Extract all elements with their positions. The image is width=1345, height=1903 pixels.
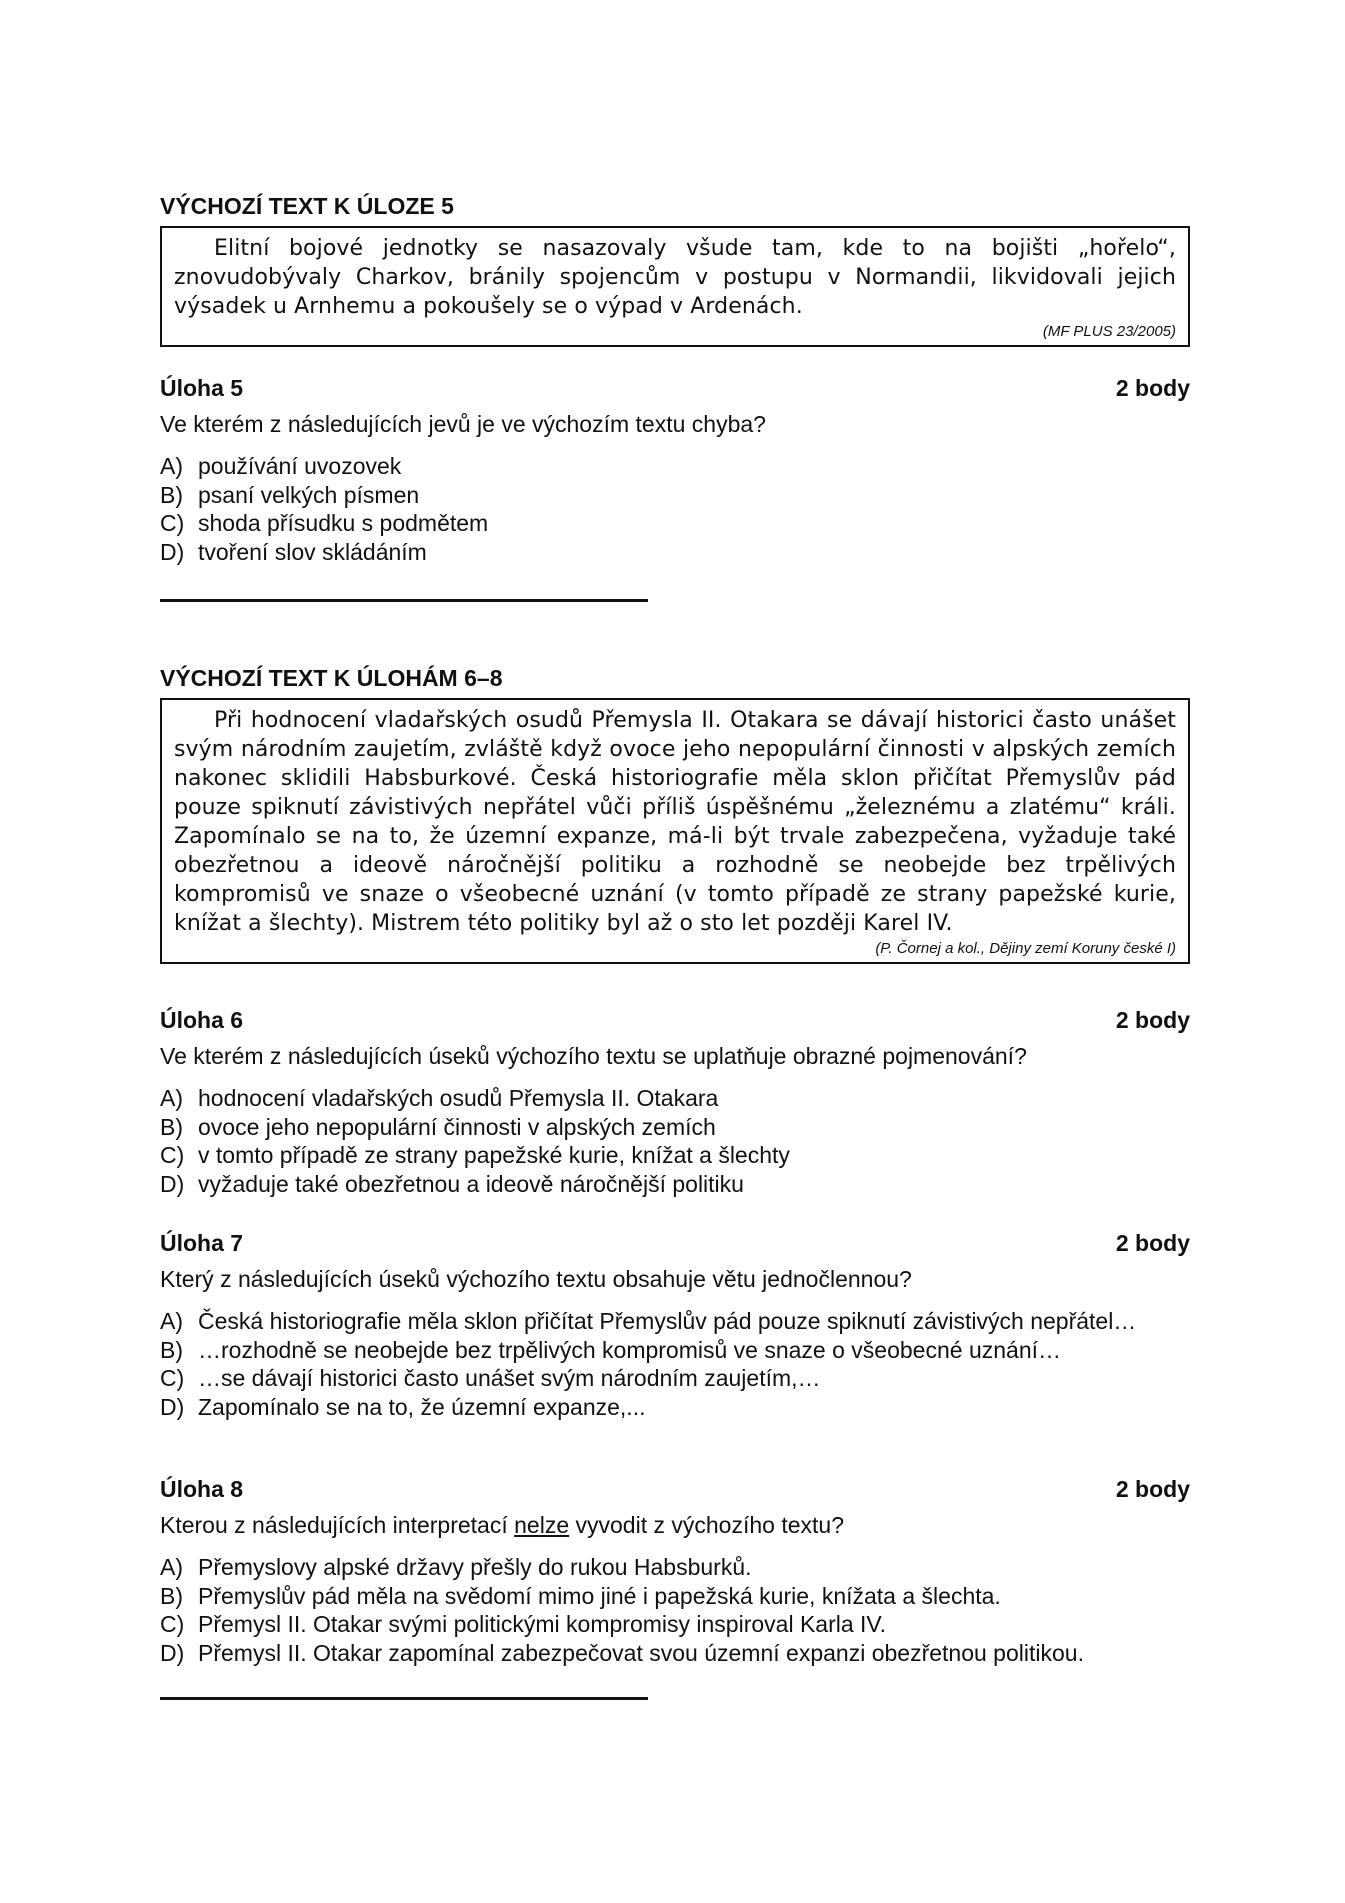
source-heading-1: VÝCHOZÍ TEXT K ÚLOZE 5 xyxy=(160,193,454,219)
task-8-points: 2 body xyxy=(1115,1476,1190,1502)
task-5-option-c[interactable]: C) shoda přísudku s podmětem xyxy=(160,510,489,536)
task-6-title: Úloha 6 xyxy=(160,1007,244,1033)
task-7 xyxy=(160,1229,1190,1421)
task-8-header xyxy=(160,1475,1190,1503)
task-8 xyxy=(160,1475,1190,1667)
task-6-option-d[interactable]: D) vyžaduje také obezřetnou a ideově náročnější politiku xyxy=(160,1170,744,1197)
task-5 xyxy=(160,374,1190,566)
divider-1 xyxy=(160,599,648,602)
task-8-option-c[interactable]: C) Přemysl II. Otakar svými politickými kompromisy inspiroval Karla IV. xyxy=(160,1611,887,1637)
source-section-2 xyxy=(160,664,1190,964)
source-citation-1: (MF PLUS 23/2005) xyxy=(1042,323,1176,340)
task-5-option-b[interactable]: B) psaní velkých písmen xyxy=(160,481,420,508)
task-7-option-d[interactable]: D) Zapomínalo se na to, že územní expanze,... xyxy=(160,1393,646,1420)
task-8-title: Úloha 8 xyxy=(160,1476,244,1502)
task-7-header xyxy=(160,1229,1190,1257)
task-8-options xyxy=(160,1553,1190,1667)
task-7-option-b[interactable]: B) …rozhodně se neobejde bez trpělivých kompromisů ve snaze o všeobecné uznání… xyxy=(160,1336,1061,1363)
source-section-1 xyxy=(160,192,1190,347)
task-8-option-b[interactable]: B) Přemyslův pád měla na svědomí mimo jiné i papežská kurie, knížata a šlechta. xyxy=(160,1582,1001,1609)
task-6-header xyxy=(160,1006,1190,1034)
divider-2 xyxy=(160,1697,648,1700)
task-5-header xyxy=(160,374,1190,402)
source-text-2: Při hodnocení vladařských osudů Přemysla II. Otakara se dávají historici často unášet svým národním zaujetím, zvláště když ovoce jeho nepopulární činnosti v alpských zemích nakonec sklidili Habsburkové. Česká historiografie měla sklon přičítat Přemyslův pád pouze spiknutí závistivých nepřátel vůči příliš úspěšnému „železnému a zlatému“ králi. Zapomínalo se na to, že územní expanze, má-li být trvale zabezpečena, vyžaduje také obezřetnou a ideově náročnější politiku a rozhodně se neobejde bez trpělivých kompromisů ve snaze o všeobecné uznání (v tomto případě ze strany papežské kurie, knížat a šlechty). Mistrem této politiky byl až o sto let později Karel IV. xyxy=(174,708,1176,936)
task-8-question-emphasis: nelze xyxy=(514,1512,570,1538)
task-7-points: 2 body xyxy=(1115,1230,1190,1256)
task-7-option-a[interactable]: A) Česká historiografie měla sklon přičítat Přemyslův pád pouze spiknutí závistivých nepřátel… xyxy=(160,1308,1137,1334)
task-6 xyxy=(160,1006,1190,1198)
task-5-options xyxy=(160,452,1190,566)
task-7-question: Který z následujících úseků výchozího textu obsahuje větu jednočlennou? xyxy=(160,1266,912,1292)
task-7-title: Úloha 7 xyxy=(160,1230,244,1256)
source-box-1 xyxy=(160,226,1190,347)
task-6-option-a[interactable]: A) hodnocení vladařských osudů Přemysla II. Otakara xyxy=(160,1085,719,1111)
source-box-2 xyxy=(160,698,1190,964)
task-5-option-d[interactable]: D) tvoření slov skládáním xyxy=(160,538,427,565)
source-heading-2: VÝCHOZÍ TEXT K ÚLOHÁM 6–8 xyxy=(160,665,503,691)
task-6-question: Ve kterém z následujících úseků výchozího textu se uplatňuje obrazné pojmenování? xyxy=(160,1043,1027,1069)
task-6-option-b[interactable]: B) ovoce jeho nepopulární činnosti v alpských zemích xyxy=(160,1113,716,1140)
task-6-points: 2 body xyxy=(1115,1007,1190,1033)
task-6-option-c[interactable]: C) v tomto případě ze strany papežské kurie, knížat a šlechty xyxy=(160,1142,790,1168)
source-text-1: Elitní bojové jednotky se nasazovaly všude tam, kde to na bojišti „hořelo“, znovudobývaly Charkov, bránily spojencům v postupu v Normandii, likvidovali jejich výsadek u Arnhemu a pokoušely se o výpad v Ardenách. xyxy=(174,236,1176,319)
task-5-title: Úloha 5 xyxy=(160,375,244,401)
task-5-option-a[interactable]: A) používání uvozovek xyxy=(160,453,402,479)
task-7-options xyxy=(160,1307,1190,1421)
task-7-option-c[interactable]: C) …se dávají historici často unášet svým národním zaujetím,… xyxy=(160,1365,821,1391)
task-8-option-a[interactable]: A) Přemyslovy alpské državy přešly do rukou Habsburků. xyxy=(160,1554,752,1580)
task-8-question: Kterou z následujících interpretací nelze vyvodit z výchozího textu? xyxy=(160,1512,844,1538)
task-6-options xyxy=(160,1084,1190,1198)
task-5-question: Ve kterém z následujících jevů je ve výchozím textu chyba? xyxy=(160,411,766,437)
task-5-points: 2 body xyxy=(1115,375,1190,401)
task-8-option-d[interactable]: D) Přemysl II. Otakar zapomínal zabezpečovat svou územní expanzi obezřetnou politikou. xyxy=(160,1639,1084,1666)
source-citation-2: (P. Čornej a kol., Dějiny zemí Koruny české I) xyxy=(875,940,1176,957)
